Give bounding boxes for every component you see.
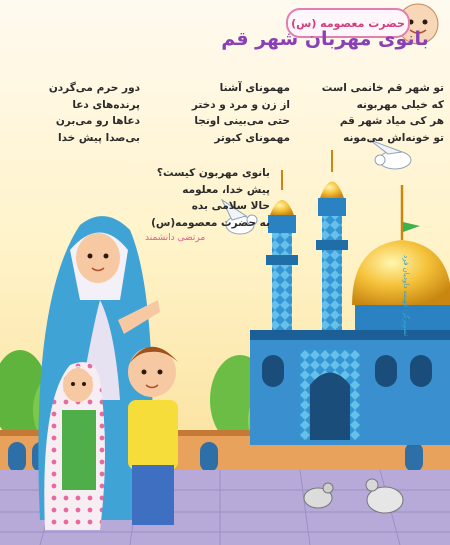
poem-line: مهمونای کبوتر (214, 131, 290, 144)
poem-line: بانوی مهربون کیست؟ (156, 167, 270, 179)
poem-line: تو شهر قم خانمی است (321, 82, 444, 94)
series-badge: حضرت معصومه (س) (286, 8, 410, 38)
poem-line: از زن و مرد و دختر (191, 98, 290, 111)
poem-line: پیش خدا، معلومه (182, 183, 270, 196)
poem-line: دور حرم می‌گردن (48, 82, 140, 94)
poem-line: پرنده‌های دعا (72, 98, 140, 111)
poem-line: هر کی میاد شهر قم (339, 115, 444, 127)
poem-line: بی‌صدا پیش خدا (58, 131, 140, 144)
poem-stanza (0, 80, 140, 146)
poem-title: بانوی مهربان شهر قم (221, 28, 429, 50)
poem-stanza (130, 165, 270, 231)
boy-figure (128, 347, 178, 525)
poem-line: مهمونای آشنا (219, 82, 290, 94)
poem-line: حتی می‌بینی اونجا (194, 115, 290, 127)
poet-credit: مرتضی دانشمند (145, 233, 206, 243)
poem-line: که خیلی مهربونه (356, 98, 444, 111)
poem-line: دعاها رو می‌برن (55, 115, 140, 127)
illustrator-credit: تصویرگر: فهیمه داودیان فرد (402, 255, 410, 337)
poem-stanza (304, 80, 444, 146)
poem-header (120, 0, 450, 60)
poem-line: به حضرت معصومه(س) (151, 216, 270, 229)
poem-line: حالا سلامی بده (191, 200, 270, 212)
shrine-building (250, 330, 450, 445)
poem-line: تو خونه‌اش می‌مونه (343, 131, 444, 144)
poem-stanza (170, 80, 290, 146)
